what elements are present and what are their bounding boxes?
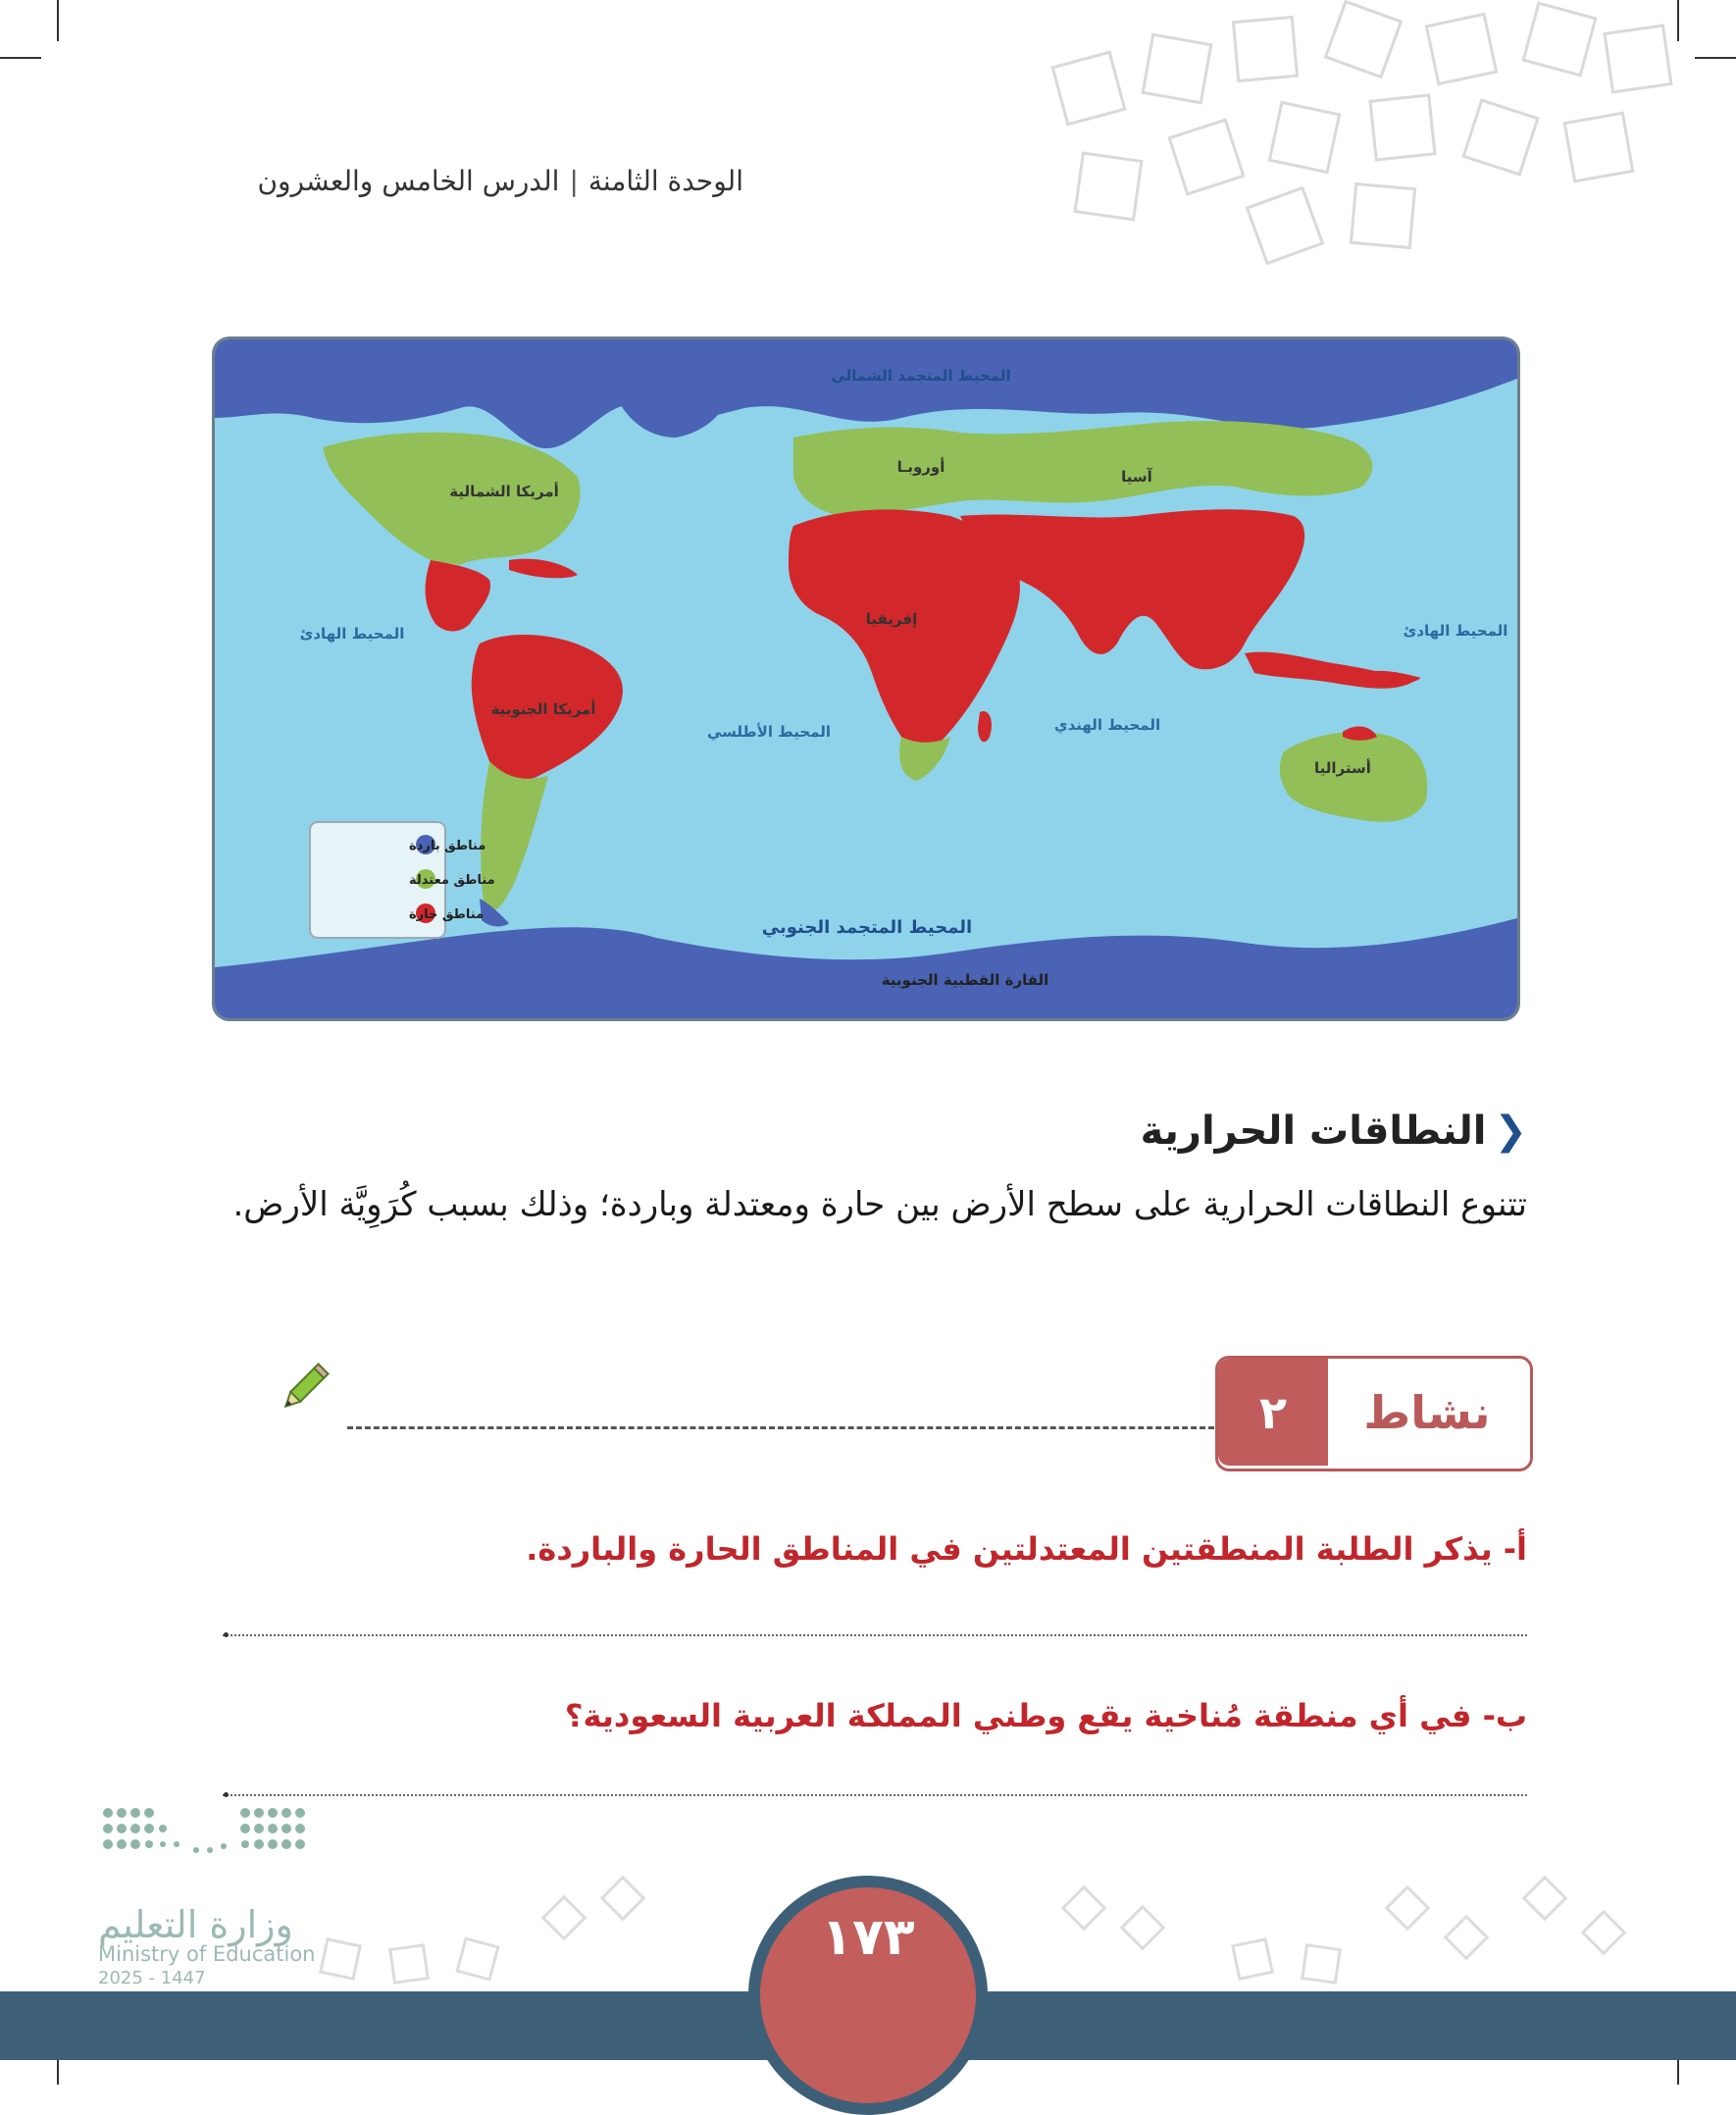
question-b: ب- في أي منطقة مُناخية يقع وطني المملكة العربية السعودية؟	[564, 1697, 1527, 1734]
world-climate-map	[212, 336, 1520, 1021]
ministry-name-arabic: وزارة التعليم	[98, 1903, 293, 1946]
map-legend	[310, 822, 495, 938]
unit-title: الوحدة الثامنة	[587, 165, 743, 197]
ministry-name-english: Ministry of Education	[98, 1942, 316, 1966]
label-pacific-east: المحيط الهادئ	[1403, 622, 1508, 640]
decorative-pattern-top	[1020, 0, 1697, 265]
label-europe: أوروبـا	[896, 458, 945, 476]
section-heading	[1141, 1109, 1527, 1154]
label-australia: أستراليا	[1314, 759, 1371, 777]
label-atlantic: المحيط الأطلسي	[706, 723, 832, 741]
legend-temperate-label: مناطق معتدلة	[409, 873, 495, 888]
chevron-left-icon: ❮	[1494, 1109, 1527, 1154]
label-africa: إفريقيا	[865, 610, 918, 628]
crop-mark	[1695, 57, 1736, 59]
pencil-icon	[273, 1359, 333, 1419]
activity-dashed-line	[347, 1426, 1214, 1429]
answer-line-end	[224, 1792, 229, 1797]
label-south-america: أمريكا الجنوبية	[490, 700, 596, 718]
question-a: أ- يذكر الطلبة المنطقتين المعتدلتين في المناطق الحارة والباردة.	[526, 1530, 1527, 1568]
answer-line-b[interactable]	[223, 1794, 1527, 1796]
lesson-title: الدرس الخامس والعشرون	[257, 165, 560, 197]
section-paragraph: تتنوع النطاقات الحرارية على سطح الأرض بين حارة ومعتدلة وباردة؛ وذلك بسبب كُرَوِيَّة الأرض.	[232, 1185, 1527, 1224]
header-divider: |	[569, 165, 579, 197]
legend-cold-label: مناطق باردة	[409, 839, 486, 853]
label-southern-ocean: المحيط المتجمد الجنوبي	[761, 917, 973, 938]
page-number: ١٧٣	[821, 1908, 915, 1967]
label-pacific-west: المحيط الهادئ	[299, 625, 405, 643]
page-header	[257, 165, 743, 197]
ministry-logo-icon	[98, 1803, 314, 1891]
label-north-america: أمريكا الشمالية	[449, 483, 559, 500]
label-arctic-ocean: المحيط المتجمد الشمالي	[831, 367, 1011, 385]
section-title-text: النطاقات الحرارية	[1140, 1109, 1487, 1154]
activity-label: نشاط	[1363, 1385, 1491, 1439]
answer-line-a[interactable]	[223, 1634, 1527, 1636]
answer-line-end	[224, 1632, 229, 1637]
label-antarctica: القارة القطبية الجنوبية	[881, 971, 1049, 989]
label-indian-ocean: المحيط الهندي	[1053, 716, 1161, 734]
legend-hot-label: مناطق حارة	[409, 907, 485, 922]
crop-mark	[57, 0, 59, 41]
label-asia: آسيا	[1121, 468, 1152, 486]
activity-number: ٢	[1218, 1359, 1328, 1466]
edition-year: 2025 - 1447	[98, 1968, 206, 1988]
crop-mark	[0, 57, 41, 59]
